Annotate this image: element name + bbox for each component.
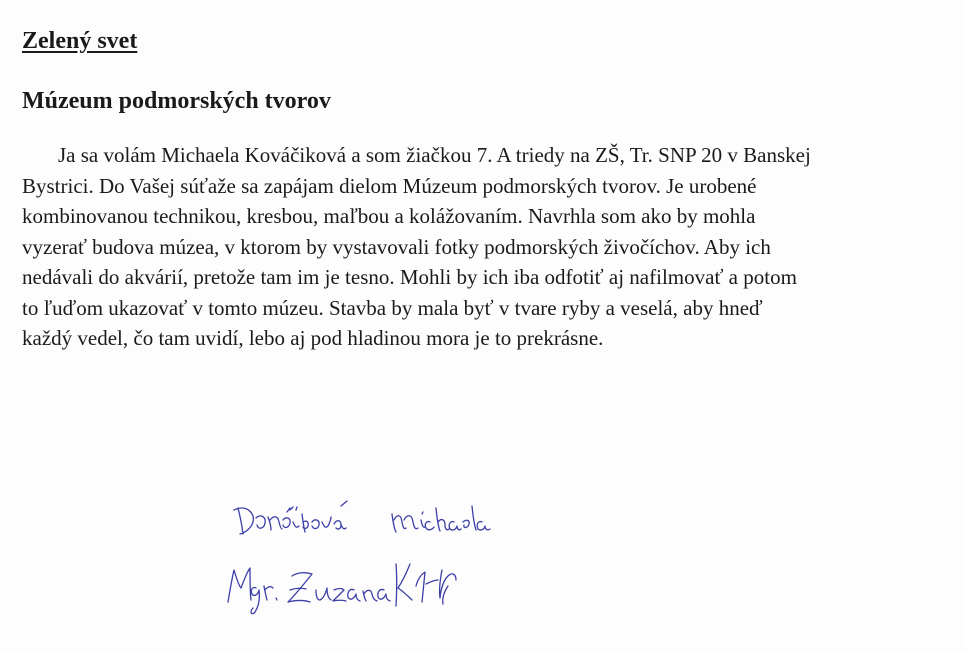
signature-student (234, 501, 490, 534)
body-line: nedávali do akvárií, pretože tam im je tesno. Mohli by ich iba odfotiť aj nafilmovať a potom (22, 265, 797, 289)
signature-teacher (228, 564, 456, 614)
body-line: to ľuďom ukazovať v tomto múzeu. Stavba by mala byť v tvare ryby a veselá, aby hneď (22, 295, 763, 320)
body-line: vyzerať budova múzea, v ktorom by vystavovali fotky podmorských živočíchov. Aby ich (22, 234, 771, 259)
document-title: Zelený svet (22, 28, 138, 54)
signature-1-text (520, 492, 521, 493)
document-subtitle: Múzeum podmorských tvorov (22, 88, 331, 114)
body-paragraph (22, 140, 966, 354)
signature-2-text (520, 492, 521, 493)
body-line: Ja sa volám Michaela Kováčiková a som žiačkou 7. A triedy na ZŠ, Tr. SNP 20 v Banskej (58, 143, 811, 167)
body-line: kombinovanou technikou, kresbou, maľbou a kolážovaním. Navrhla som ako by mohla (22, 204, 756, 228)
body-line: každý vedel, čo tam uvidí, lebo aj pod hladinou mora je to prekrásne. (22, 326, 604, 350)
body-line: Bystrici. Do Vašej súťaže sa zapájam dielom Múzeum podmorských tvorov. Je urobené (22, 173, 757, 198)
signature-drawing (220, 492, 520, 622)
handwritten-signatures (220, 492, 520, 622)
